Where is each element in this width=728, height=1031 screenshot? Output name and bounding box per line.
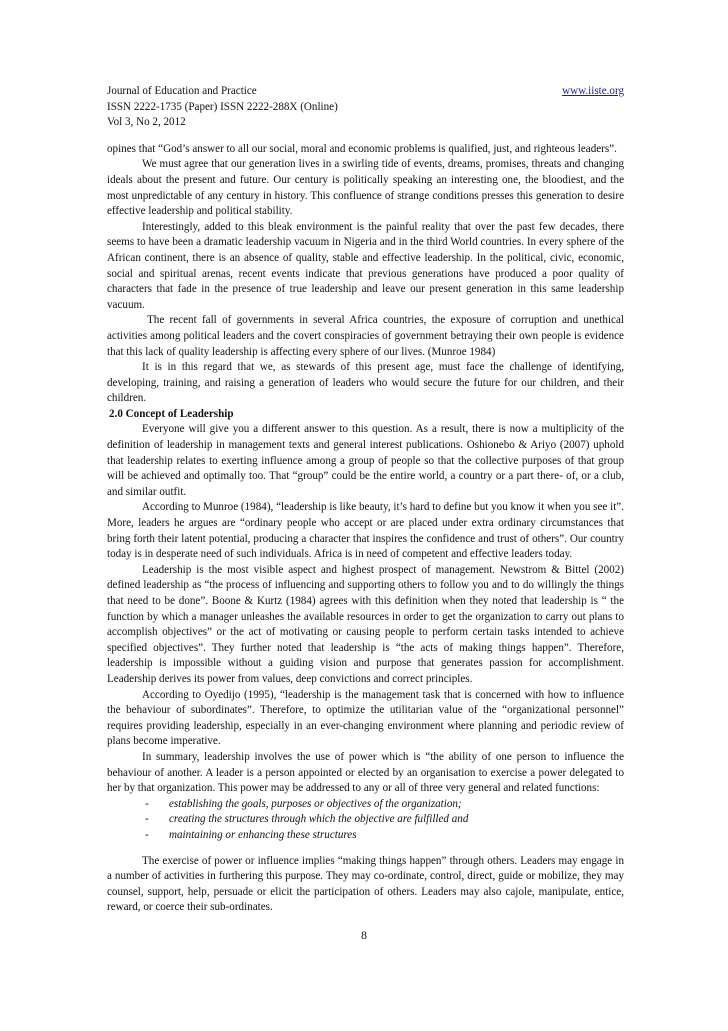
- list-dash: -: [145, 797, 149, 810]
- paragraph-10: In summary, leadership involves the use of power which is “the ability of one person to influence the behaviour of another. A leader is a person appointed or elected by an organisation to exercise a power delegated to her by that organization. This power may be addressed to any or all of three very general and related functions:: [107, 750, 624, 795]
- paragraph-7: According to Munroe (1984), “leadership is like beauty, it’s hard to define but you know it when you see it”. More, leaders he argues are “ordinary people who accept or are placed under extra ordinary circumstances that bring forth their latent potential, producing a character that inspires the confidence and trust of others”. Our country today is in desperate need of such individuals. Africa is in need of competent and effective leaders today.: [107, 501, 624, 561]
- paragraph-4: The recent fall of governments in several Africa countries, the exposure of corruption and unethical activities among political leaders and the covert conspiracies of government betraying their own people is evidence that this lack of quality leadership is affecting every sphere of our lives. (Munroe 1984): [107, 314, 624, 358]
- page-number: 8: [361, 928, 367, 942]
- list-item-text: maintaining or enhancing these structures: [169, 828, 357, 841]
- list-item: [145, 828, 624, 844]
- paragraph-2: We must agree that our generation lives in a swirling tide of events, dreams, promises, threats and changing ideals about the present and future. Our century is politically speaking an interesting one, the bloodiest, and the most unpredictable of any century in history. This confluence of strange conditions presses this generation to desire effective leadership and political stability.: [107, 158, 624, 218]
- list-dash: -: [145, 828, 149, 841]
- paragraph-5: It is in this regard that we, as stewards of this present age, must face the challenge of identifying, developing, training, and raising a generation of leaders who would secure the future for our children, and their children.: [107, 361, 624, 405]
- journal-title: Journal of Education and Practice: [107, 85, 257, 97]
- paragraph-9: According to Oyedijo (1995), “leadership is the management task that is concerned with how to influence the behaviour of subordinates”. Therefore, to optimize the utilitarian value of the “organizational personnel” requires providing leadership, especially in an ever-changing environment where planning and periodic review of plans become imperative.: [107, 688, 624, 748]
- paragraph-3: Interestingly, added to this bleak environment is the painful reality that over the past few decades, there seems to have been a dramatic leadership vacuum in Nigeria and in the third World countries. In every sphere of the African continent, there is an absence of quality, stable and effective leadership. In the political, civic, economic, social and spiritual arenas, recent events indicate that previous generations have produced a poor quality of characters that fade in the presence of true leadership and leave our present generation in this same leadership vacuum.: [107, 220, 624, 311]
- paragraph-6: Everyone will give you a different answer to this question. As a result, there is now a multiplicity of the definition of leadership in management texts and general interest publications. Oshionebo & Ariyo (2007) uphold that leadership relates to exerting influence among a group of people so that the collective purposes of that group will be achieved and optimally too. That “group” could be the entire world, a country or a part there- of, or a club, and similar outfit.: [107, 423, 624, 498]
- list-item-text: creating the structures through which the objective are fulfilled and: [169, 813, 469, 826]
- list-item: [145, 797, 624, 813]
- spacer: [107, 844, 624, 854]
- section-heading: 2.0 Concept of Leadership: [109, 407, 234, 420]
- volume-line: Vol 3, No 2, 2012: [107, 116, 186, 129]
- page-content: [107, 84, 624, 916]
- paragraph-8: Leadership is the most visible aspect and highest prospect of management. Newstrom & Bittel (2002) defined leadership as “the process of influencing and supporting others to follow you and to do willingly the things that need to be done”. Boone & Kurtz (1984) agrees with this definition when they noted that leadership is “ the function by which a manager unleashes the available resources in order to get the organization to carry out plans to accomplish objectives” or the act of motivating or causing people to perform certain tasks intended to achieve specified objectives”. They further noted that leadership is “the acts of making things happen”. Therefore, leadership is impossible without a guiding vision and purpose that generates passion for accomplishment. Leadership derives its power from values, deep convictions and correct principles.: [107, 563, 624, 685]
- header-row: [107, 84, 624, 100]
- paragraph-1: opines that “God’s answer to all our social, moral and economic problems is qualified, just, and righteous leaders”.: [107, 142, 617, 155]
- list-item-text: establishing the goals, purposes or objectives of the organization;: [169, 797, 462, 810]
- list-dash: -: [145, 813, 149, 826]
- functions-list: [107, 797, 624, 844]
- list-item: [145, 812, 624, 828]
- paragraph-11: The exercise of power or influence implies “making things happen” through others. Leaders may engage in a number of activities in furthering this purpose. They may co-ordinate, control, direct, guide or mobilize, they may counsel, support, help, persuade or elicit the participation of others. Leaders may also cajole, manipulate, entice, reward, or coerce their sub-ordinates.: [107, 854, 624, 914]
- journal-header: [107, 84, 624, 131]
- journal-url-link[interactable]: www.iiste.org: [562, 85, 624, 97]
- issn-line: ISSN 2222-1735 (Paper) ISSN 2222-288X (Online): [107, 100, 338, 113]
